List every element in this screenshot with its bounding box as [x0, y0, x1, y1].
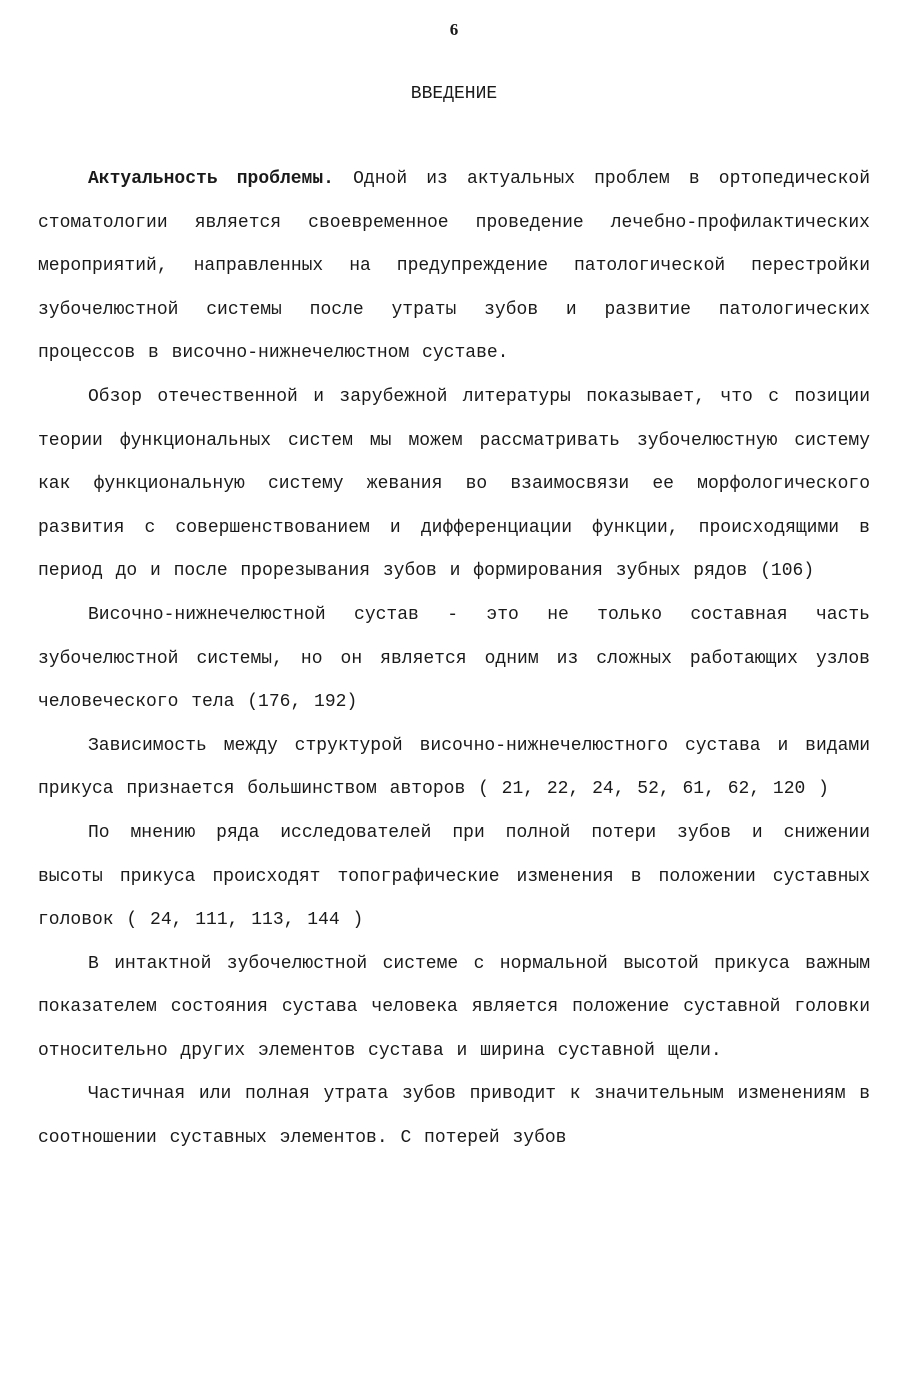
paragraph: В интактной зубочелюстной системе с нормальной высотой прикуса важным показателем состояния сустава человека является положение суставной головки относительно других элементов сустава и ширина суставной щели. — [38, 953, 870, 1061]
paragraph: Обзор отечественной и зарубежной литературы показывает, что с позиции теории функциональных систем мы можем рассматривать зубочелюстную систему как функциональную систему жевания во взаимосвязи ее морфологического развития с совершенствованием и дифференциации функции, происходящими в период до и после прорезывания зубов и формирования зубных рядов (106) — [38, 386, 870, 582]
paragraph: Частичная или полная утрата зубов приводит к значительным изменениям в соотношении суставных элементов. С потерей зубов — [38, 1084, 870, 1149]
page-number: 6 — [449, 20, 459, 39]
body-text — [38, 158, 870, 1161]
section-heading: ВВЕДЕНИЕ — [410, 84, 498, 104]
paragraph-text: Одной из актуальных проблем в ортопедической стоматологии является своевременное проведение лечебно-профилактических мероприятий, направленных на предупреждение патологической перестройки зубочелюстной системы после утраты зубов и развитие патологических процессов в височно-нижнечелюстном суставе. — [38, 169, 871, 364]
paragraph: Височно-нижнечелюстной сустав - это не только составная часть зубочелюстной системы, но он является одним из сложных работающих узлов человеческого тела (176, 192) — [38, 604, 870, 713]
paragraph-lead: Актуальность проблемы. — [88, 169, 334, 189]
paragraph: Зависимость между структурой височно-нижнечелюстного сустава и видами прикуса признается большинством авторов ( 21, 22, 24, 52, 61, 62, 120 ) — [38, 735, 870, 800]
paragraph: По мнению ряда исследователей при полной потери зубов и снижении высоты прикуса происходят топографические изменения в положении суставных головок ( 24, 111, 113, 144 ) — [38, 822, 870, 931]
paragraph-relevance — [38, 158, 870, 376]
